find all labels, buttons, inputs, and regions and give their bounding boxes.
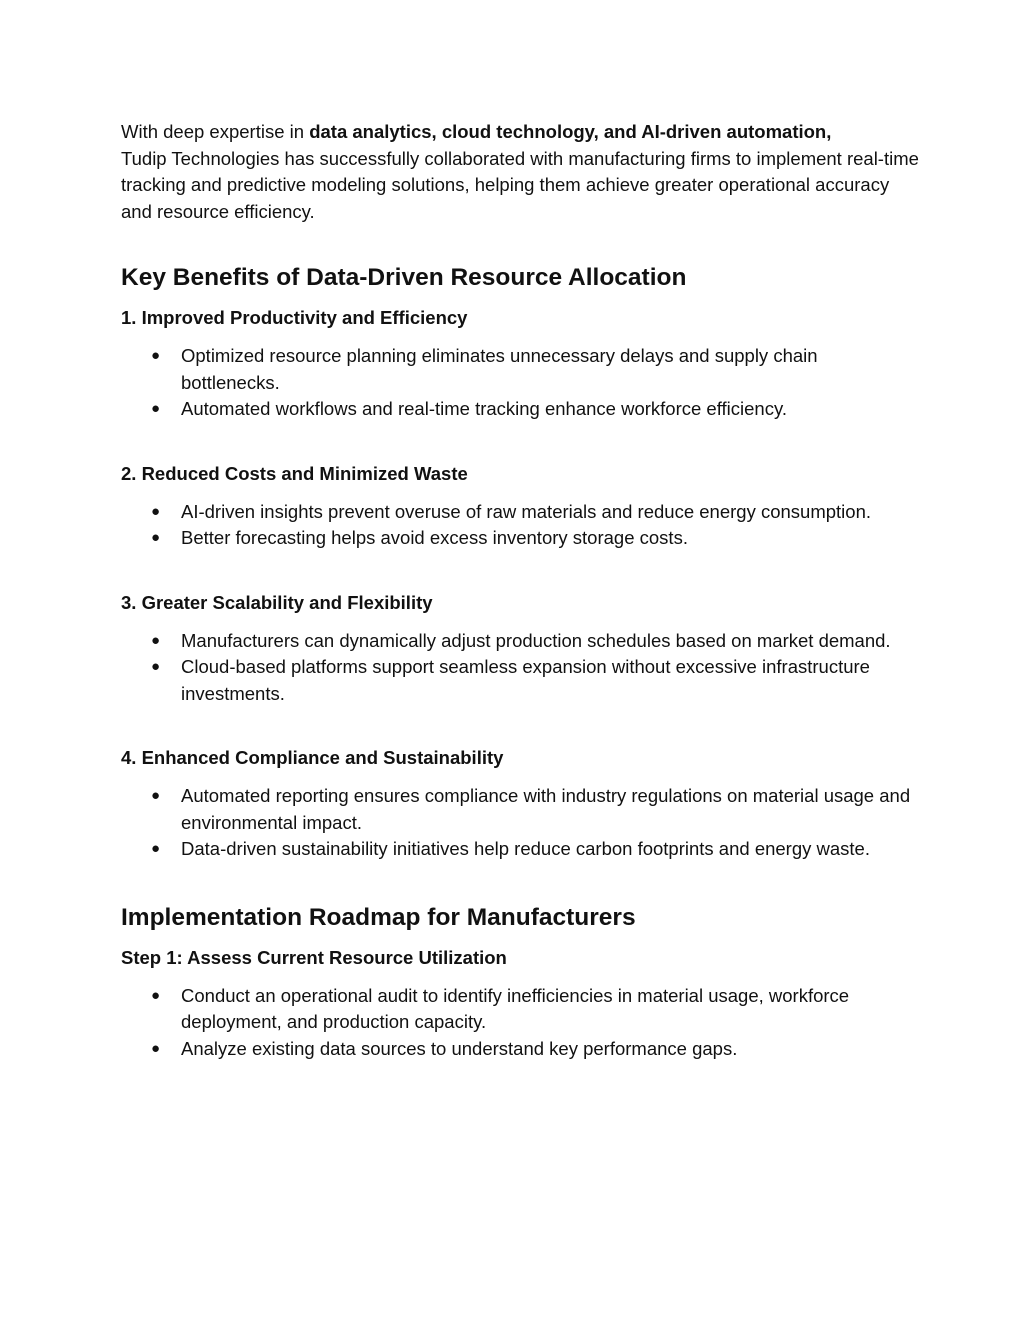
step-1-list [121, 983, 921, 1063]
list-item: ● Analyze existing data sources to understand key performance gaps. [121, 1036, 921, 1063]
intro-rest: Tudip Technologies has successfully collaborated with manufacturing firms to implement real-time tracking and predictive modeling solutions, helping them achieve greater operational accuracy and resource efficiency. [121, 147, 919, 222]
bullet-icon: ● [151, 986, 161, 1004]
benefit-4-title: 4. Enhanced Compliance and Sustainability [121, 747, 504, 768]
benefit-1-list [121, 343, 921, 423]
benefit-3-title: 3. Greater Scalability and Flexibility [121, 591, 433, 613]
benefit-2-list [121, 499, 921, 552]
benefit-3-list [121, 628, 921, 708]
list-item: ● Data-driven sustainability initiatives help reduce carbon footprints and energy waste. [121, 836, 921, 863]
step-1-title: Step 1: Assess Current Resource Utilization [121, 946, 507, 968]
list-item: ● Conduct an operational audit to identify inefficiencies in material usage, workforce deployment, and production capacity. [151, 984, 850, 1032]
bullet-icon: ● [151, 347, 161, 364]
list-item: ● Automated reporting ensures compliance with industry regulations on material usage and environmental impact. [151, 785, 911, 833]
bullet-icon: ● [151, 529, 161, 546]
benefit-1-title: 1. Improved Productivity and Efficiency [121, 307, 468, 328]
list-item: ● Manufacturers can dynamically adjust production schedules based on market demand. [121, 628, 921, 655]
bullet-icon: ● [151, 400, 161, 417]
document-page [121, 119, 921, 1062]
benefit-2-title: 2. Reduced Costs and Minimized Waste [121, 462, 468, 484]
intro-paragraph [121, 119, 921, 225]
bullet-icon: ● [151, 1039, 161, 1057]
benefit-4-list [121, 783, 921, 863]
bullet-icon: ● [151, 840, 161, 857]
roadmap-heading: Implementation Roadmap for Manufacturers [121, 903, 636, 931]
bullet-icon: ● [151, 658, 161, 675]
list-item: ● AI-driven insights prevent overuse of raw materials and reduce energy consumption. [121, 499, 921, 526]
list-item: ● Optimized resource planning eliminates unnecessary delays and supply chain bottlenecks. [151, 345, 818, 393]
benefits-heading: Key Benefits of Data-Driven Resource Allocation [121, 264, 687, 291]
list-item: ● Automated workflows and real-time tracking enhance workforce efficiency. [121, 396, 921, 423]
list-item: ● Cloud-based platforms support seamless expansion without excessive infrastructure investments. [151, 656, 870, 704]
bullet-icon: ● [151, 502, 161, 520]
bullet-icon: ● [151, 631, 161, 649]
bullet-icon: ● [151, 787, 161, 804]
intro-prefix: With deep expertise in [121, 121, 310, 142]
intro-bold: data analytics, cloud technology, and AI-driven automation, [309, 121, 832, 142]
list-item: ● Better forecasting helps avoid excess inventory storage costs. [121, 525, 921, 552]
